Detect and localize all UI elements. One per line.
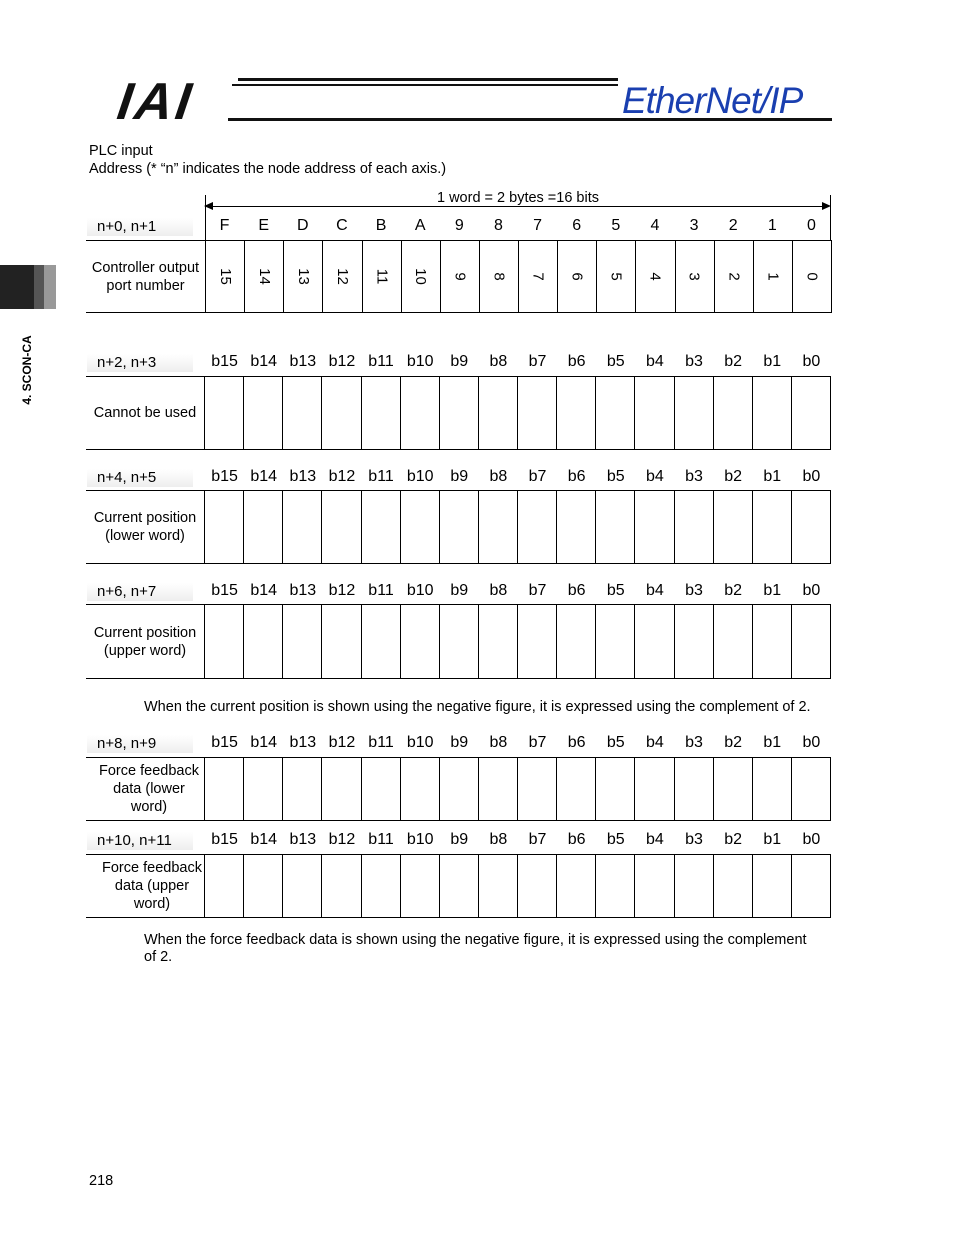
word-bit-table [86, 604, 831, 679]
bit-label: b10 [406, 353, 434, 370]
bit-label: b11 [368, 582, 394, 599]
bit-cell [440, 855, 479, 917]
port-cell [519, 241, 558, 312]
bit-label-row [205, 734, 831, 752]
bit-cell [283, 605, 322, 678]
bit-label: b2 [724, 582, 743, 599]
port-number: 5 [607, 272, 625, 281]
bit-cell [714, 605, 753, 678]
bit-cell [635, 605, 674, 678]
bit-label: b3 [685, 734, 703, 751]
word-bit-table [86, 490, 831, 564]
note-force-feedback-line-1: When the force feedback data is shown using the negative figure, it is expressed using the complement [144, 932, 807, 948]
bit-label: b7 [528, 582, 547, 599]
bit-label: b1 [763, 468, 782, 485]
bit-label: b14 [250, 353, 278, 370]
note-current-position: When the current position is shown using the negative figure, it is expressed using the complement of 2. [144, 699, 811, 715]
hex-bit: 8 [493, 217, 503, 234]
bit-cell [401, 855, 440, 917]
bit-cell [362, 377, 401, 449]
row-label: Force feedback data (upper word) [86, 855, 205, 917]
port-cell [636, 241, 675, 312]
bit-cell [401, 491, 440, 563]
bit-cell [635, 491, 674, 563]
bit-cell [205, 758, 244, 820]
bit-cell [283, 758, 322, 820]
bit-cell [635, 377, 674, 449]
bit-cell [518, 758, 557, 820]
bit-cell [283, 855, 322, 917]
bit-cell [244, 377, 283, 449]
bit-label: b11 [368, 468, 394, 485]
port-cell [284, 241, 323, 312]
bit-label: b4 [646, 468, 664, 485]
bit-cell [362, 758, 401, 820]
hex-bit: B [375, 217, 387, 234]
bit-cell [401, 605, 440, 678]
bit-label: b15 [211, 582, 238, 599]
bit-cell [244, 605, 283, 678]
port-cell [676, 241, 715, 312]
hex-bit: A [414, 217, 426, 234]
bit-label: b0 [802, 831, 821, 848]
bit-cell [479, 855, 518, 917]
bit-cell [518, 605, 557, 678]
bit-cell [244, 491, 283, 563]
bit-label: b7 [528, 734, 547, 751]
bit-cell [714, 758, 753, 820]
bit-cell [753, 491, 792, 563]
bit-cell [205, 605, 244, 678]
width-arrow [212, 206, 824, 207]
bit-label: b7 [528, 353, 547, 370]
port-cell [323, 241, 362, 312]
bit-cell [401, 758, 440, 820]
hex-bit: 7 [533, 217, 543, 234]
hex-bit: F [219, 217, 230, 234]
bit-cell [440, 491, 479, 563]
row-label: Force feedback data (lower word) [86, 758, 205, 820]
row-label: Cannot be used [86, 377, 205, 449]
bit-label: b4 [646, 353, 664, 370]
bit-label: b2 [724, 831, 743, 848]
bit-label: b11 [368, 353, 394, 370]
port-cell [402, 241, 441, 312]
bit-cell [322, 491, 361, 563]
hex-bit: 9 [454, 217, 464, 234]
word-address-label: n+10, n+11 [87, 832, 193, 850]
port-number: 9 [451, 272, 469, 281]
word-address-label: n+2, n+3 [87, 354, 193, 372]
port-cell [715, 241, 754, 312]
port-number: 1 [764, 272, 782, 281]
arrow-left-icon [204, 202, 213, 210]
bit-cell [635, 758, 674, 820]
bit-cell [753, 377, 792, 449]
side-tab-marker [0, 265, 34, 309]
bit-cell [322, 758, 361, 820]
bit-cell [714, 377, 753, 449]
bit-label: b1 [763, 353, 782, 370]
row-label: Current position (lower word) [86, 491, 205, 563]
bit-label: b6 [567, 734, 586, 751]
word-bit-table [86, 757, 831, 821]
word-caption: 1 word = 2 bytes =16 bits [436, 190, 599, 206]
hex-bit: C [336, 217, 348, 234]
port-number: 12 [333, 268, 351, 285]
port-number: 10 [412, 268, 430, 285]
bit-label: b1 [763, 582, 782, 599]
bit-label: b5 [606, 353, 625, 370]
hex-bit: 2 [728, 217, 738, 234]
port-number: 13 [294, 268, 312, 285]
bit-label: b9 [450, 831, 469, 848]
bit-label: b10 [406, 734, 434, 751]
bit-label: b4 [646, 734, 664, 751]
bit-label: b4 [646, 582, 664, 599]
word-address-label: n+8, n+9 [87, 735, 193, 753]
bit-label: b5 [606, 734, 625, 751]
bit-label: b0 [802, 734, 821, 751]
bit-label: b15 [211, 734, 238, 751]
bit-cell [753, 758, 792, 820]
word-address-label: n+6, n+7 [87, 583, 193, 601]
bit-label: b10 [406, 468, 434, 485]
bit-label: b5 [606, 582, 625, 599]
side-tab-marker [44, 265, 56, 309]
word-bit-table [86, 376, 831, 450]
bit-cell [792, 491, 831, 563]
bit-label: b0 [802, 582, 821, 599]
bit-label: b9 [450, 734, 469, 751]
port-cell [480, 241, 519, 312]
port-cell [206, 241, 245, 312]
bit-label: b6 [567, 468, 586, 485]
iai-logo: IAI [113, 73, 198, 131]
bit-cell [244, 855, 283, 917]
bit-label: b7 [528, 831, 547, 848]
bit-cell [479, 758, 518, 820]
bit-cell [675, 758, 714, 820]
bit-label: b3 [685, 831, 703, 848]
hex-bit: 0 [806, 217, 816, 234]
bit-label: b13 [289, 831, 317, 848]
bit-label: b12 [328, 734, 356, 751]
hex-bit-row [205, 217, 831, 235]
bit-cell [322, 855, 361, 917]
port-number-table [86, 240, 832, 313]
bit-label: b9 [450, 468, 469, 485]
bit-label-row [205, 582, 831, 600]
bit-label: b0 [802, 468, 821, 485]
bit-label: b3 [685, 468, 703, 485]
bit-cell [675, 855, 714, 917]
bit-cell [596, 605, 635, 678]
bit-cell [557, 605, 596, 678]
bit-label: b14 [250, 468, 278, 485]
bit-label: b9 [450, 582, 469, 599]
port-cell [793, 241, 832, 312]
port-cell [754, 241, 793, 312]
arrow-right-icon [822, 202, 831, 210]
port-number: 0 [803, 272, 821, 281]
bit-label: b12 [328, 831, 356, 848]
bit-cell [518, 491, 557, 563]
bit-cell [362, 491, 401, 563]
port-number: 3 [686, 272, 704, 281]
intro-line-2: Address (* “n” indicates the node address of each axis.) [89, 161, 447, 177]
bit-label: b2 [724, 353, 743, 370]
row-label: Current position (upper word) [86, 605, 205, 678]
note-force-feedback-line-2: of 2. [144, 949, 173, 965]
bit-label: b9 [450, 353, 469, 370]
bit-cell [440, 605, 479, 678]
bit-label: b0 [802, 353, 821, 370]
bit-label: b12 [328, 468, 356, 485]
bit-cell [675, 605, 714, 678]
bit-cell [635, 855, 674, 917]
bit-cell [205, 377, 244, 449]
bit-label: b8 [489, 734, 508, 751]
bit-label: b10 [406, 582, 434, 599]
bit-cell [596, 377, 635, 449]
bit-cell [479, 377, 518, 449]
bit-label: b1 [763, 734, 782, 751]
bit-cell [518, 855, 557, 917]
bit-label: b8 [489, 831, 508, 848]
chapter-label: 4. SCON-CA [20, 335, 34, 405]
bit-cell [518, 377, 557, 449]
bit-label: b2 [724, 734, 743, 751]
logo-rule [238, 78, 618, 81]
bit-cell [283, 377, 322, 449]
ethernet-ip-logo: EtherNet/IP [622, 80, 803, 121]
bit-label: b1 [763, 831, 782, 848]
port-number: 8 [490, 272, 508, 281]
hex-bit: E [258, 217, 270, 234]
port-cell [441, 241, 480, 312]
bit-cell [322, 377, 361, 449]
bit-label-row [205, 831, 831, 849]
bit-cell [244, 758, 283, 820]
bit-label: b7 [528, 468, 547, 485]
bit-cell [557, 377, 596, 449]
port-cell [245, 241, 284, 312]
word-bit-table [86, 854, 831, 918]
bit-label: b6 [567, 582, 586, 599]
port-number: 7 [529, 272, 547, 281]
bit-label: b3 [685, 353, 703, 370]
bit-cell [557, 758, 596, 820]
hex-bit: 1 [767, 217, 777, 234]
bit-label: b8 [489, 353, 508, 370]
port-cell [558, 241, 597, 312]
bit-cell [753, 605, 792, 678]
port-number: 15 [216, 268, 234, 285]
bit-cell [205, 491, 244, 563]
bit-cell [753, 855, 792, 917]
word-address-label: n+4, n+5 [87, 469, 193, 487]
bit-label: b15 [211, 353, 238, 370]
port-number: 2 [725, 272, 743, 281]
port-number: 11 [373, 268, 391, 285]
bit-label: b6 [567, 831, 586, 848]
bit-cell [362, 605, 401, 678]
bit-label: b3 [685, 582, 703, 599]
bit-label: b13 [289, 468, 317, 485]
bit-cell [440, 758, 479, 820]
bit-label: b13 [289, 582, 317, 599]
bit-cell [792, 758, 831, 820]
bit-cell [283, 491, 322, 563]
hex-bit: D [297, 217, 309, 234]
bit-cell [792, 605, 831, 678]
bit-label: b10 [406, 831, 434, 848]
bit-label: b15 [211, 468, 238, 485]
hex-bit: 5 [611, 217, 621, 234]
bit-cell [675, 377, 714, 449]
bit-label: b13 [289, 353, 317, 370]
page-number: 218 [89, 1173, 114, 1189]
bit-label: b15 [211, 831, 238, 848]
bit-label: b11 [368, 734, 394, 751]
side-tab-marker [34, 265, 44, 309]
bit-cell [557, 491, 596, 563]
bit-cell [322, 605, 361, 678]
bit-cell [714, 855, 753, 917]
bit-cell [675, 491, 714, 563]
bit-label: b4 [646, 831, 664, 848]
bit-label-row [205, 353, 831, 371]
port-cell [597, 241, 636, 312]
hex-bit: 4 [650, 217, 660, 234]
intro-line-1: PLC input [89, 143, 153, 159]
bit-cell [362, 855, 401, 917]
port-number: 4 [646, 272, 664, 281]
hex-bit: 6 [572, 217, 582, 234]
bit-cell [792, 855, 831, 917]
bit-cell [596, 855, 635, 917]
bit-cell [401, 377, 440, 449]
bit-cell [557, 855, 596, 917]
bit-label: b8 [489, 468, 508, 485]
row-label: Controller output port number [86, 241, 206, 312]
port-number: 6 [568, 272, 586, 281]
bit-label: b6 [567, 353, 586, 370]
bit-cell [792, 377, 831, 449]
bit-label: b11 [368, 831, 394, 848]
hex-bit: 3 [689, 217, 699, 234]
bit-cell [479, 605, 518, 678]
bit-label: b12 [328, 582, 356, 599]
bit-label: b13 [289, 734, 317, 751]
bit-cell [479, 491, 518, 563]
bit-cell [440, 377, 479, 449]
bit-cell [714, 491, 753, 563]
bit-cell [205, 855, 244, 917]
logo-rule [232, 84, 618, 86]
bit-cell [596, 491, 635, 563]
bit-label: b12 [328, 353, 356, 370]
bit-label: b14 [250, 582, 278, 599]
bit-label: b14 [250, 734, 278, 751]
port-number: 14 [255, 268, 273, 285]
bit-label: b5 [606, 468, 625, 485]
bit-cell [596, 758, 635, 820]
bit-label: b5 [606, 831, 625, 848]
bit-label-row [205, 468, 831, 486]
word-address-label: n+0, n+1 [87, 218, 193, 236]
bit-label: b14 [250, 831, 278, 848]
bit-label: b2 [724, 468, 743, 485]
port-cell [363, 241, 402, 312]
bit-label: b8 [489, 582, 508, 599]
